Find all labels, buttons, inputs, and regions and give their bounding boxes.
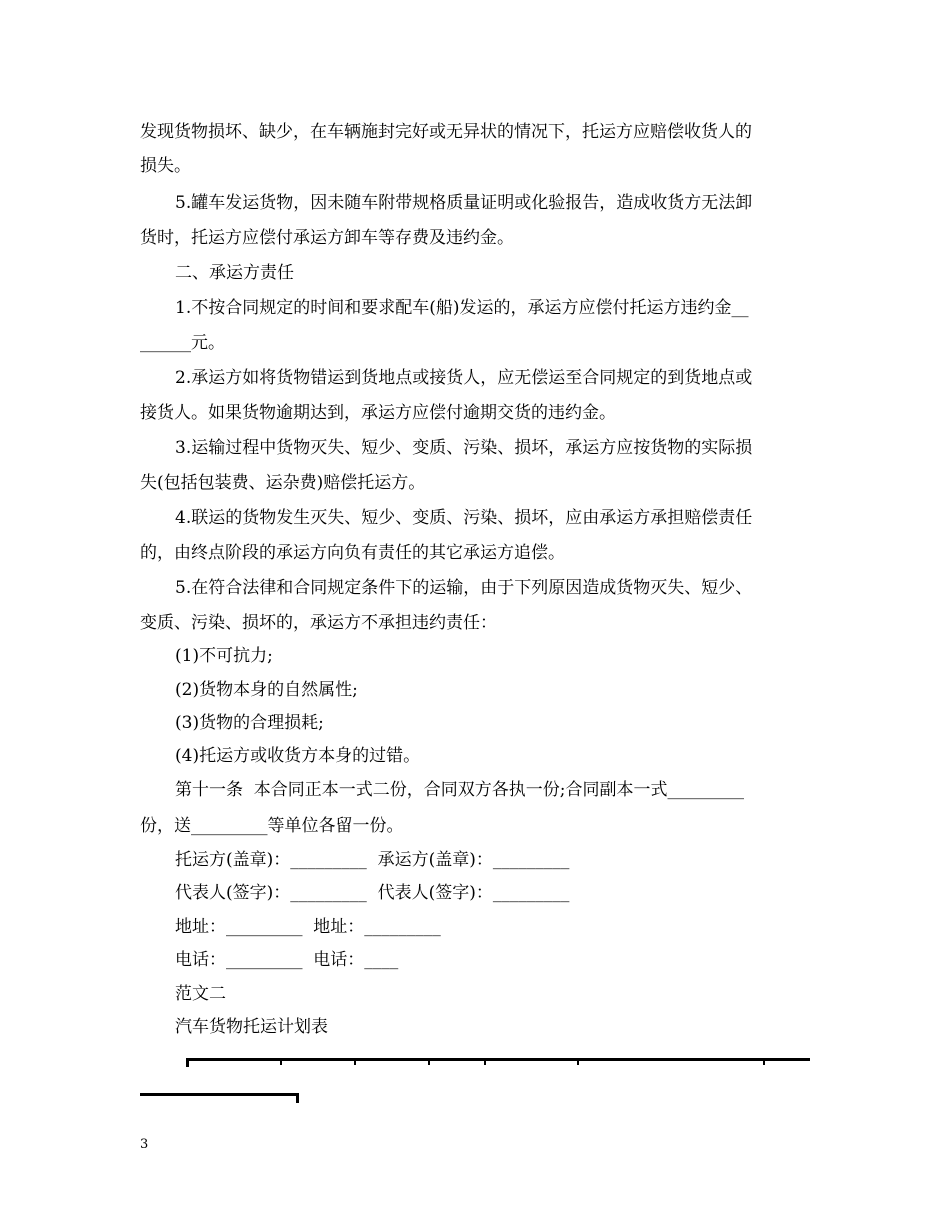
text-line: 发现货物损坏、缺少，在车辆施封完好或无异状的情况下，托运方应赔偿收货人的 xyxy=(140,122,752,142)
text-line: 失(包括包装费、运杂费)赔偿托运方。 xyxy=(140,473,426,493)
text-line: 货时，托运方应偿付承运方卸车等存费及违约金。 xyxy=(140,228,514,248)
text-line: 第十一条 本合同正本一式二份，合同双方各执一份;合同副本一式_________ xyxy=(175,780,745,800)
table-column-tick xyxy=(428,1058,430,1065)
text-line: 2.承运方如将货物错运到货地点或接货人，应无偿运至合同规定的到货地点或 xyxy=(175,368,753,388)
phone-line: 电话：_________ 电话：____ xyxy=(175,950,399,970)
text-line: 变质、污染、损坏的，承运方不承担违约责任： xyxy=(140,613,497,633)
table-corner xyxy=(186,1058,189,1067)
text-line: 损失。 xyxy=(140,156,191,176)
text-line: 5.罐车发运货物，因未随车附带规格质量证明或化验报告，造成收货方无法卸 xyxy=(175,193,753,213)
table-column-tick xyxy=(577,1058,579,1065)
section-heading: 范文二 xyxy=(175,984,226,1004)
text-line: ______元。 xyxy=(140,333,225,353)
list-item: (1)不可抗力; xyxy=(175,646,273,666)
text-line: 份，送_________等单位各留一份。 xyxy=(140,816,404,836)
table-top-border-continued xyxy=(140,1093,299,1096)
section-heading: 二、承运方责任 xyxy=(175,263,294,283)
text-line: 3.运输过程中货物灭失、短少、变质、污染、损坏，承运方应按货物的实际损 xyxy=(175,438,753,458)
text-line: 的，由终点阶段的承运方向负有责任的其它承运方追偿。 xyxy=(140,543,565,563)
list-item: (4)托运方或收货方本身的过错。 xyxy=(175,746,421,766)
text-line: 接货人。如果货物逾期达到，承运方应偿付逾期交货的违约金。 xyxy=(140,403,616,423)
signature-line: 托运方(盖章)：_________ 承运方(盖章)：_________ xyxy=(175,850,570,870)
table-column-tick xyxy=(280,1058,282,1065)
text-line: 1.不按合同规定的时间和要求配车(船)发运的，承运方应偿付托运方违约金__ xyxy=(175,298,749,318)
table-title: 汽车货物托运计划表 xyxy=(175,1017,328,1037)
list-item: (2)货物本身的自然属性; xyxy=(175,680,358,700)
signature-line: 代表人(签字)：_________ 代表人(签字)：_________ xyxy=(175,883,570,903)
address-line: 地址：_________ 地址：_________ xyxy=(175,917,441,937)
text-line: 4.联运的货物发生灭失、短少、变质、污染、损坏，应由承运方承担赔偿责任 xyxy=(175,508,753,528)
page-number: 3 xyxy=(140,1137,149,1152)
table-column-tick xyxy=(484,1058,486,1065)
table-corner xyxy=(296,1093,299,1103)
list-item: (3)货物的合理损耗; xyxy=(175,713,324,733)
text-line: 5.在符合法律和合同规定条件下的运输，由于下列原因造成货物灭失、短少、 xyxy=(175,578,753,598)
table-column-tick xyxy=(763,1058,765,1065)
table-column-tick xyxy=(354,1058,356,1065)
